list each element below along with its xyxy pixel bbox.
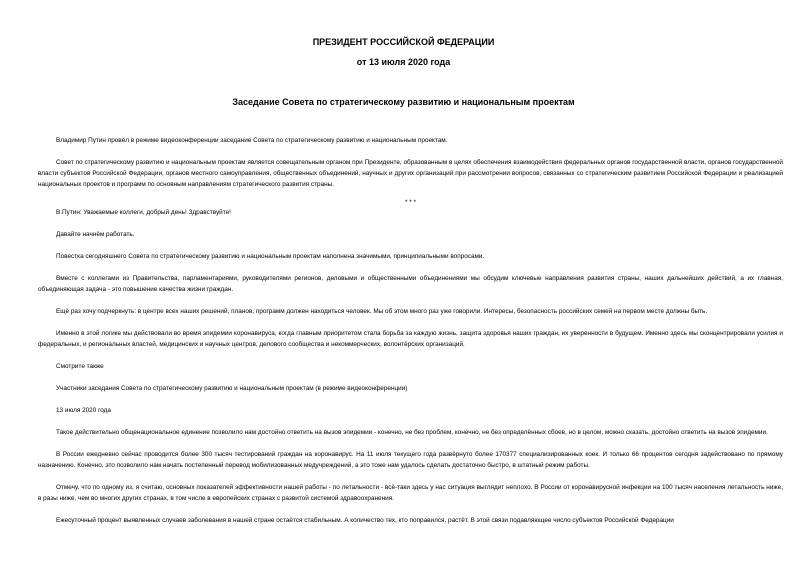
paragraph: Владимир Путин провёл в режиме видеоконференции заседание Совета по стратегическому развитию и национальным проектам.: [56, 137, 448, 144]
paragraph: Давайте начнём работать.: [56, 231, 135, 238]
paragraph: В России ежедневно сейчас проводится более 300 тысяч тестирований граждан на коронавирус. На 11 июля текущего года развёрнуто более 170377 специализированных коек. И только 66 процентов сегодня задействовано по прямому назначению. Конечно, это позволило нам начать постепенный перевод мобилизованных медучреждений, а это тоже нам удалось сделать достаточно быстро, в штатный режим работы.: [38, 451, 783, 469]
paragraph: Повестка сегодняшнего Совета по стратегическому развитию и национальным проектам наполнена значимыми, принципиальными вопросами.: [56, 253, 485, 260]
document-body: [38, 135, 783, 526]
paragraph: Такое действительно общенациональное единение позволило нам достойно ответить на вызов эпидемии - конечно, не без проблем, конечно, не без определённых сбоев, но в целом, можно сказать, достойно ответить на вызов эпидемии.: [56, 429, 768, 436]
paragraph: Именно в этой логике мы действовали во время эпидемии коронавируса, когда главным приоритетом стала борьба за каждую жизнь, защита здоровья наших граждан, их уверенности в будущем. Именно здесь мы сконцентрировали усилия и федеральных, и региональных властей, медицинских и научных центров, делового сообщества и некоммерческих, волонтёрских организаций.: [38, 330, 783, 348]
paragraph: Отмечу, что по одному из, я считаю, основных показателей эффективности нашей работы - по летальности - всё-таки здесь у нас ситуация выглядит неплохо. В России от коронавирусной инфекции на 100 тысяч населения летальность ниже, в разы ниже, чем во многих других странах, в том числе в европейских странах с развитой системой здравоохранения.: [38, 484, 783, 502]
paragraph: Совет по стратегическому развитию и национальным проектам является совещательным органом при Президенте, образованным в целях обеспечения взаимодействия федеральных органов государственной власти, органов государственной власти субъектов Российской Федерации, органов местного самоуправления, общественных объединений, научных и других организаций при рассмотрении вопросов, связанных со стратегическим развитием Российской Федерации и реализацией национальных проектов и программ по основным направлениям стратегического развития страны.: [38, 159, 783, 188]
see-also-heading: Смотрите также: [56, 363, 104, 370]
document-title: ПРЕЗИДЕНТ РОССИЙСКОЙ ФЕДЕРАЦИИ: [312, 37, 495, 47]
see-also-item: Участники заседания Совета по стратегическому развитию и национальным проектам (в режиме видеоконференции): [56, 385, 408, 392]
section-separator: * * *: [404, 199, 416, 206]
paragraph: Ещё раз хочу подчеркнуть: в центре всех наших решений, планов, программ должен находиться человек. Мы об этом много раз уже говорили. Интересы, безопасность российских семей на первом месте должны быть.: [56, 308, 708, 315]
paragraph: Ежесуточный процент выявленных случаев заболевания в нашей стране остаётся стабильным. А количество тех, кто поправился, растёт. В этой связи подавляющее число субъектов Российской Федерации: [56, 517, 674, 524]
see-also-date: 13 июля 2020 года: [56, 407, 111, 414]
document-date: от 13 июля 2020 года: [356, 57, 451, 67]
paragraph: Вместе с коллегами из Правительства, парламентариями, руководителями регионов, деловыми и общественными объединениями мы обсудим ключевые направления развития страны, наших дальнейших действий, а их главная, объединяющая задача - это повышение качества жизни граждан.: [38, 275, 783, 293]
paragraph: В.Путин: Уважаемые коллеги, добрый день! Здравствуйте!: [56, 209, 231, 216]
document-subtitle: Заседание Совета по стратегическому развитию и национальным проектам: [232, 97, 575, 107]
